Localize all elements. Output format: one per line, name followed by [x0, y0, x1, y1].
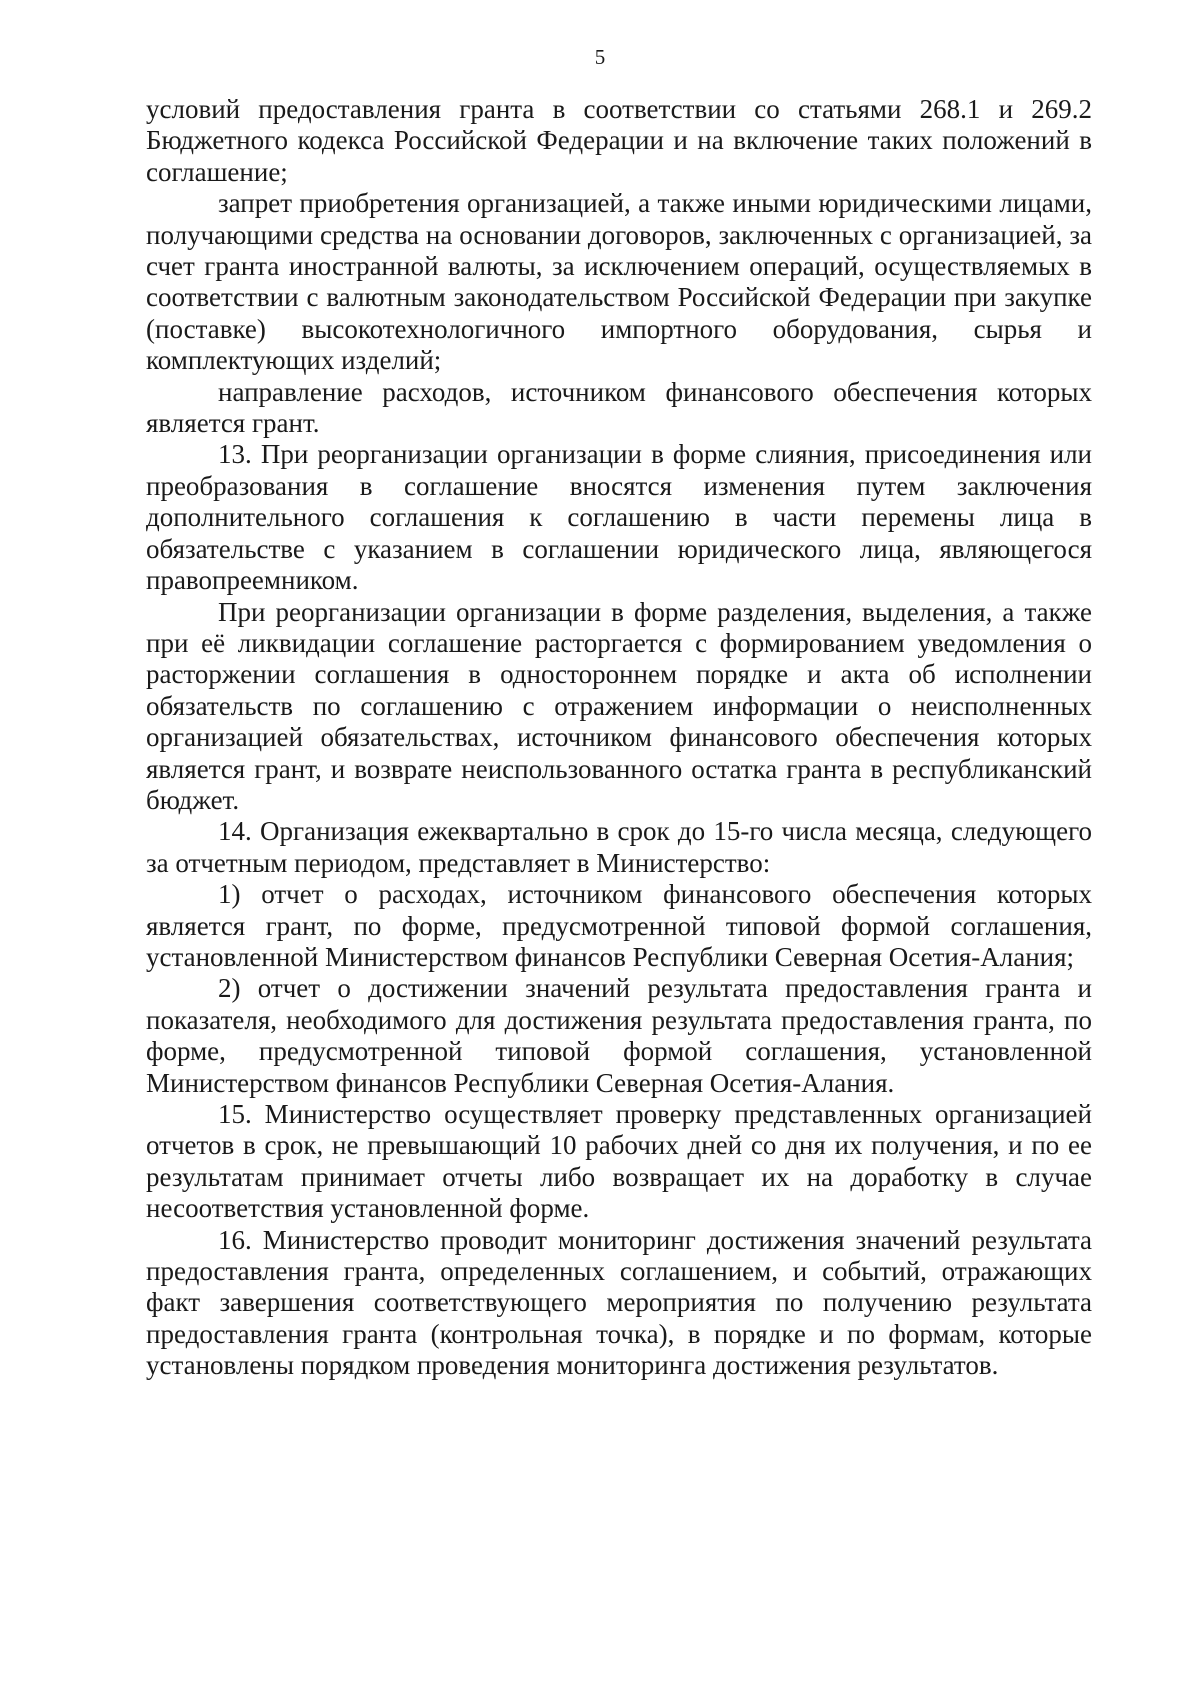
page-number: 5 — [594, 45, 606, 69]
paragraph-14-quarterly-reports: 14. Организация ежеквартально в срок до 15-го числа месяца, следующего за отчетным периодом, представляет в Министерство: — [146, 816, 1092, 878]
paragraph-expense-direction: направление расходов, источником финансового обеспечения которых является грант. — [146, 376, 1092, 439]
paragraph-13-reorganization: 13. При реорганизации организации в форме слияния, присоединения или преобразования в соглашение вносятся изменения путем заключения дополнительного соглашения к соглашению в части перемены лица в обязательстве с указанием в соглашении юридического лица, являющегося правопреемником. — [146, 439, 1092, 596]
paragraph-report-expenses: 1) отчет о расходах, источником финансового обеспечения которых является грант, по форме, предусмотренной типовой формой соглашения, установленной Министерством финансов Республики Северная Осетия-Алания; — [146, 879, 1092, 972]
paragraph-report-results: 2) отчет о достижении значений результата предоставления гранта и показателя, необходимого для достижения результата предоставления гранта, по форме, предусмотренной типовой формой соглашения, установленной Министерством финансов Республики Северная Осетия-Алания. — [146, 973, 1092, 1098]
paragraph-reorganization-termination: При реорганизации организации в форме разделения, выделения, а также при её ликвидации соглашение расторгается с формированием уведомления о расторжении соглашения в одностороннем порядке и акта об исполнении обязательств по соглашению с отражением информации о неисполненных организацией обязательствах, источником финансового обеспечения которых является грант, и возврате неиспользованного остатка гранта в республиканский бюджет. — [146, 596, 1092, 815]
paragraph-16-monitoring: 16. Министерство проводит мониторинг достижения значений результата предоставления гранта, определенных соглашением, и событий, отражающих факт завершения соответствующего мероприятия по получению результата предоставления гранта (контрольная точка), в порядке и по формам, которые установлены порядком проведения мониторинга достижения результатов. — [146, 1224, 1092, 1381]
paragraph-15-report-check: 15. Министерство осуществляет проверку представленных организацией отчетов в срок, не превышающий 10 рабочих дней со дня их получения, и по ее результатам принимает отчеты либо возвращает их на доработку в случае несоответствия установленной форме. — [146, 1099, 1092, 1224]
document-body — [146, 94, 1092, 1382]
paragraph-grant-conditions: условий предоставления гранта в соответствии со статьями 268.1 и 269.2 Бюджетного кодекса Российской Федерации и на включение таких положений в соглашение; — [146, 94, 1092, 187]
paragraph-currency-ban: запрет приобретения организацией, а также иными юридическими лицами, получающими средства на основании договоров, заключенных с организацией, за счет гранта иностранной валюты, за исключением операций, осуществляемых в соответствии с валютным законодательством Российской Федерации при закупке (поставке) высокотехнологичного импортного оборудования, сырья и комплектующих изделий; — [146, 188, 1092, 376]
